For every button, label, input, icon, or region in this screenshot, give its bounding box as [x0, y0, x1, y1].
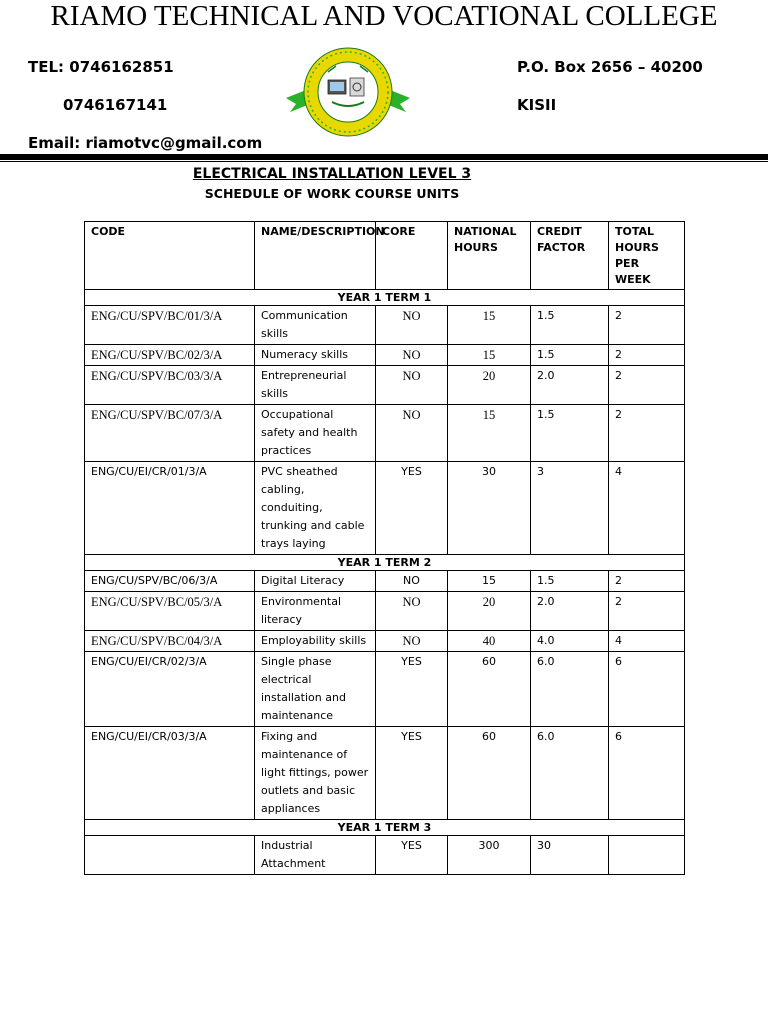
- col-header-credit-factor: CREDIT FACTOR: [531, 222, 609, 290]
- cell-national-hours: 30: [448, 462, 531, 555]
- cell-national-hours: 15: [448, 306, 531, 345]
- cell-national-hours: 15: [448, 345, 531, 366]
- cell-name: Digital Literacy: [255, 571, 376, 592]
- cell-total-hours: 6: [609, 652, 685, 727]
- col-header-code: CODE: [85, 222, 255, 290]
- cell-credit-factor: 1.5: [531, 345, 609, 366]
- term-label: YEAR 1 TERM 3: [85, 820, 685, 836]
- cell-national-hours: 15: [448, 571, 531, 592]
- table-header-row: [85, 222, 685, 290]
- cell-national-hours: 20: [448, 366, 531, 405]
- cell-name: Fixing and maintenance of light fittings, power outlets and basic appliances: [255, 727, 376, 820]
- cell-name: PVC sheathed cabling, conduiting, trunking and cable trays laying: [255, 462, 376, 555]
- cell-code: ENG/CU/SPV/BC/07/3/A: [85, 405, 255, 462]
- cell-credit-factor: 6.0: [531, 652, 609, 727]
- table-row: [85, 836, 685, 875]
- cell-credit-factor: 30: [531, 836, 609, 875]
- document-subtitle: SCHEDULE OF WORK COURSE UNITS: [204, 186, 460, 201]
- cell-core: NO: [376, 571, 448, 592]
- table-row: [85, 592, 685, 631]
- course-units-table: [84, 221, 685, 875]
- cell-credit-factor: 2.0: [531, 592, 609, 631]
- table-row: [85, 345, 685, 366]
- col-header-core: CORE: [376, 222, 448, 290]
- col-header-national-hours: NATIONAL HOURS: [448, 222, 531, 290]
- email-address: Email: riamotvc@gmail.com: [28, 134, 263, 152]
- cell-total-hours: 6: [609, 727, 685, 820]
- cell-total-hours: 2: [609, 571, 685, 592]
- cell-code: ENG/CU/SPV/BC/05/3/A: [85, 592, 255, 631]
- cell-core: YES: [376, 836, 448, 875]
- cell-core: YES: [376, 462, 448, 555]
- cell-credit-factor: 1.5: [531, 306, 609, 345]
- cell-national-hours: 20: [448, 592, 531, 631]
- table-row: [85, 631, 685, 652]
- cell-core: NO: [376, 631, 448, 652]
- document-title: ELECTRICAL INSTALLATION LEVEL 3: [192, 166, 472, 182]
- cell-total-hours: 2: [609, 366, 685, 405]
- cell-core: NO: [376, 405, 448, 462]
- cell-national-hours: 40: [448, 631, 531, 652]
- cell-credit-factor: 4.0: [531, 631, 609, 652]
- table-row: [85, 652, 685, 727]
- table-row: [85, 405, 685, 462]
- tel-secondary: 0746167141: [63, 96, 168, 114]
- cell-credit-factor: 6.0: [531, 727, 609, 820]
- col-header-name: NAME/DESCRIPTION: [255, 222, 376, 290]
- cell-total-hours: 2: [609, 405, 685, 462]
- cell-name: Environmental literacy: [255, 592, 376, 631]
- table-row: [85, 571, 685, 592]
- cell-total-hours: 2: [609, 345, 685, 366]
- cell-code: ENG/CU/EI/CR/03/3/A: [85, 727, 255, 820]
- cell-code: ENG/CU/SPV/BC/06/3/A: [85, 571, 255, 592]
- cell-total-hours: 2: [609, 592, 685, 631]
- term-row: [85, 290, 685, 306]
- cell-name: Single phase electrical installation and maintenance: [255, 652, 376, 727]
- cell-core: NO: [376, 306, 448, 345]
- po-box: P.O. Box 2656 – 40200: [517, 58, 703, 76]
- cell-code: ENG/CU/EI/CR/02/3/A: [85, 652, 255, 727]
- cell-national-hours: 60: [448, 652, 531, 727]
- cell-core: NO: [376, 345, 448, 366]
- cell-name: Numeracy skills: [255, 345, 376, 366]
- cell-core: YES: [376, 727, 448, 820]
- town: KISII: [517, 96, 557, 114]
- cell-total-hours: 4: [609, 462, 685, 555]
- table-row: [85, 727, 685, 820]
- cell-name: Employability skills: [255, 631, 376, 652]
- cell-code: ENG/CU/SPV/BC/02/3/A: [85, 345, 255, 366]
- cell-national-hours: 15: [448, 405, 531, 462]
- tel-primary: TEL: 0746162851: [28, 58, 174, 76]
- cell-code: [85, 836, 255, 875]
- cell-name: Entrepreneurial skills: [255, 366, 376, 405]
- cell-credit-factor: 1.5: [531, 405, 609, 462]
- term-row: [85, 555, 685, 571]
- college-name: RIAMO TECHNICAL AND VOCATIONAL COLLEGE: [50, 0, 718, 32]
- cell-credit-factor: 3: [531, 462, 609, 555]
- cell-national-hours: 60: [448, 727, 531, 820]
- cell-code: ENG/CU/EI/CR/01/3/A: [85, 462, 255, 555]
- table-row: [85, 366, 685, 405]
- term-label: YEAR 1 TERM 1: [85, 290, 685, 306]
- college-logo: [284, 46, 412, 142]
- header-rule: [0, 154, 768, 160]
- table-row: [85, 306, 685, 345]
- col-header-total-hours: TOTAL HOURS PER WEEK: [609, 222, 685, 290]
- cell-credit-factor: 2.0: [531, 366, 609, 405]
- cell-core: NO: [376, 592, 448, 631]
- cell-core: NO: [376, 366, 448, 405]
- cell-name: Occupational safety and health practices: [255, 405, 376, 462]
- cell-code: ENG/CU/SPV/BC/04/3/A: [85, 631, 255, 652]
- term-row: [85, 820, 685, 836]
- cell-name: Communication skills: [255, 306, 376, 345]
- cell-total-hours: 2: [609, 306, 685, 345]
- term-label: YEAR 1 TERM 2: [85, 555, 685, 571]
- cell-total-hours: [609, 836, 685, 875]
- table-row: [85, 462, 685, 555]
- header-rule-thin: [0, 161, 768, 162]
- cell-code: ENG/CU/SPV/BC/01/3/A: [85, 306, 255, 345]
- cell-code: ENG/CU/SPV/BC/03/3/A: [85, 366, 255, 405]
- cell-core: YES: [376, 652, 448, 727]
- cell-national-hours: 300: [448, 836, 531, 875]
- cell-credit-factor: 1.5: [531, 571, 609, 592]
- cell-total-hours: 4: [609, 631, 685, 652]
- cell-name: Industrial Attachment: [255, 836, 376, 875]
